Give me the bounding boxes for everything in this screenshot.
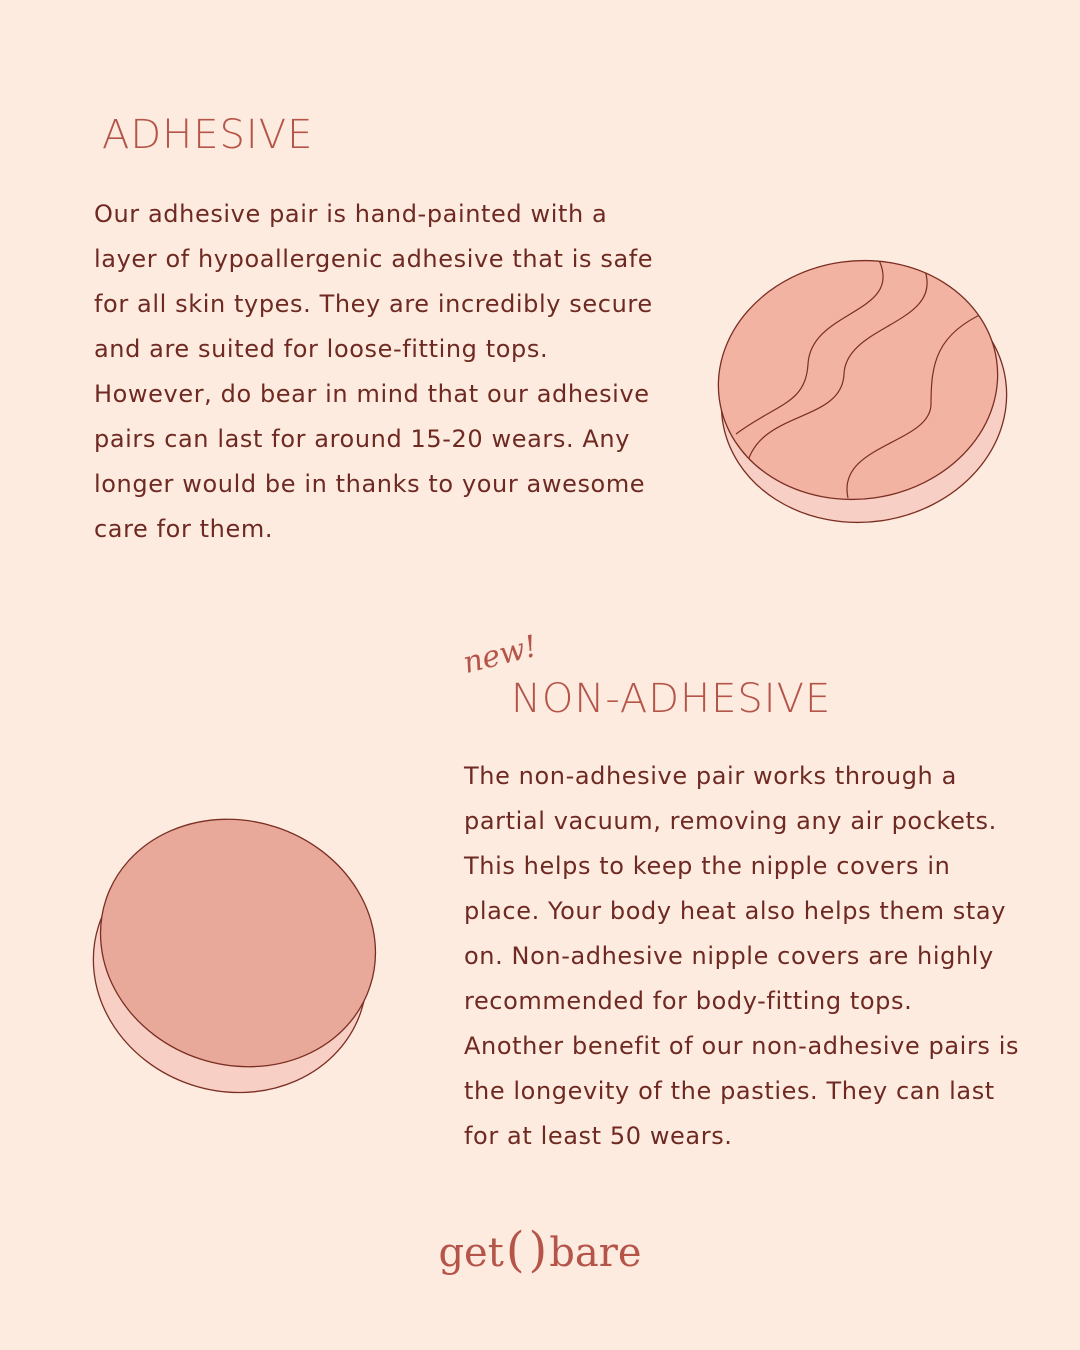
non-adhesive-description-line: The non-adhesive pair works through a [464, 762, 957, 790]
adhesive-description-line: for all skin types. They are incredibly secure [94, 290, 653, 318]
non-adhesive-description-line: Another benefit of our non-adhesive pairs is [464, 1032, 1020, 1060]
non-adhesive-description-line: place. Your body heat also helps them stay [464, 897, 1007, 925]
brand-logo-bare: bare [549, 1230, 642, 1276]
new-tag: new! [459, 628, 541, 681]
non-adhesive-description [464, 754, 1044, 1159]
non-adhesive-description-line: the longevity of the pasties. They can last [464, 1077, 995, 1105]
adhesive-description-line: care for them. [94, 515, 274, 543]
adhesive-title: ADHESIVE [102, 112, 314, 158]
adhesive-pastie-illustration [716, 254, 1016, 530]
brand-logo-close-brace: ) [528, 1222, 548, 1278]
non-adhesive-description-line: partial vacuum, removing any air pockets. [464, 807, 997, 835]
non-adhesive-description-line: recommended for body-fitting tops. [464, 987, 913, 1015]
adhesive-description-line: However, do bear in mind that our adhesive [94, 380, 650, 408]
adhesive-description-line: longer would be in thanks to your awesome [94, 470, 646, 498]
non-adhesive-description-line: for at least 50 wears. [464, 1122, 733, 1150]
non-adhesive-description-line: This helps to keep the nipple covers in [464, 852, 951, 880]
non-adhesive-title: NON-ADHESIVE [511, 676, 832, 722]
adhesive-description [94, 192, 714, 552]
adhesive-description-line: layer of hypoallergenic adhesive that is safe [94, 245, 654, 273]
brand-logo [0, 1222, 1080, 1281]
adhesive-description-line: and are suited for loose-fitting tops. [94, 335, 549, 363]
adhesive-description-line: pairs can last for around 15-20 wears. Any [94, 425, 631, 453]
adhesive-description-line: Our adhesive pair is hand-painted with a [94, 200, 608, 228]
brand-logo-open-brace: ( [505, 1222, 525, 1278]
non-adhesive-description-line: on. Non-adhesive nipple covers are highly [464, 942, 994, 970]
non-adhesive-pastie-illustration [82, 808, 382, 1098]
brand-logo-get: get [438, 1230, 504, 1276]
